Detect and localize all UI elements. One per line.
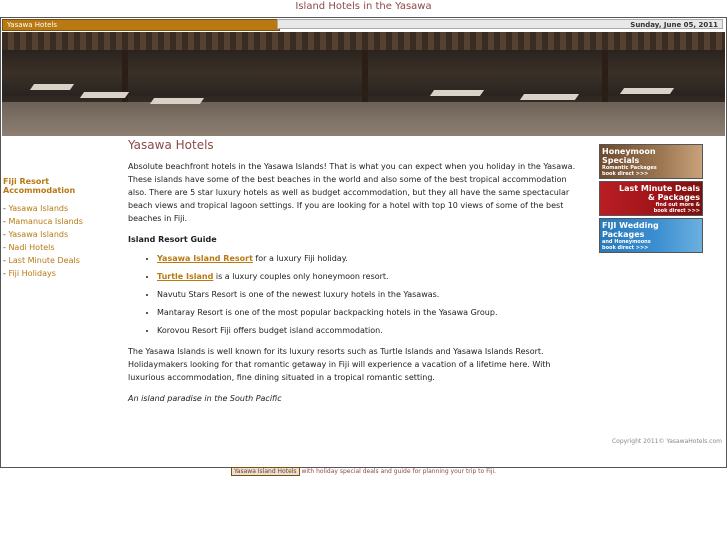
content-heading: Yasawa Hotels [128,138,214,152]
list-item: • Mantaray Resort is one of the most popular backpacking hotels in the Yasawa Group. [157,306,583,319]
page-title: Island Hotels in the Yasawa [295,1,432,12]
second-paragraph: The Yasawa Islands is well known for its luxury resorts such as Turtle Islands and Yasawa Islands Resort. Holidaymakers looking for that romantic getaway in Fiji will experience a vacation of a lifetime here. With luxurious accommodation, fine dining situated in a tropical romantic setting. [128,347,551,382]
header-banner-image [2,32,725,136]
banner-chair [80,92,129,98]
nav-item-last-minute-deals[interactable]: - Last Minute Deals [3,256,80,265]
banner-chair [620,88,674,94]
list-item: • Turtle Island is a luxury couples only honeymoon resort. [157,270,583,283]
guide-title: Island Resort Guide [128,235,217,244]
tagline: An island paradise in the South Pacific [128,394,282,403]
banner-roof [2,32,725,50]
footer-text: with holiday special deals and guide for planning your trip to Fiji. [299,468,497,475]
list-item: • Yasawa Island Resort for a luxury Fiji holiday. [157,252,583,265]
banner-chair [430,90,484,96]
banner-chair [520,94,579,100]
date-display: Sunday, June 05, 2011 [277,19,723,29]
nav-item-fiji-holidays[interactable]: - Fiji Holidays [3,269,56,278]
footer-link[interactable]: Yasawa Island Hotels [231,467,300,476]
nav-heading: Fiji Resort Accommodation [3,177,76,195]
nav-item-nadi-hotels[interactable]: - Nadi Hotels [3,243,55,252]
list-item: • Korovou Resort Fiji offers budget island accommodation. [157,324,583,337]
copyright: Copyright 2011© YasawaHotels.com [611,438,722,445]
banner-pillar [362,50,368,102]
banner-chair [30,84,74,90]
footer [0,468,727,475]
list-item: • Navutu Stars Resort is one of the newest luxury hotels in the Yasawas. [157,288,583,301]
turtle-island-link[interactable]: Turtle Island [157,272,214,281]
left-nav [3,177,121,280]
banner-pool [2,102,725,136]
ad-column [599,144,705,255]
fiji-wedding-packages-ad[interactable]: FIJI Wedding Packages and Honeymoons book direct >>> [599,218,703,253]
nav-item-yasawa-islands-2[interactable]: - Yasawa Islands [3,230,69,239]
main-content [128,139,583,413]
banner-chair [150,98,204,104]
last-minute-deals-ad[interactable]: Last Minute Deals & Packages find out more & book direct >>> [599,181,703,216]
honeymoon-specials-ad[interactable]: Honeymoon Specials Romantic Packages book direct >>> [599,144,703,179]
site-tag: Yasawa Hotels [2,19,280,31]
intro-paragraph: Absolute beachfront hotels in the Yasawa Islands! That is what you can expect when you holiday in the Yasawa. These islands have some of the best beaches in the world and also some of the best tropical accommodation also. There are 5 star luxury hotels as well as budget accommodation, but they all have the same spectacular beach views and tropical lagoon settings. If you are looking for a hotel with top 10 views of some of the best beaches in Fiji. [128,162,576,223]
top-bar [2,19,725,31]
yasawa-island-resort-link[interactable]: Yasawa Island Resort [157,254,253,263]
nav-item-yasawa-islands[interactable]: - Yasawa Islands [3,204,69,213]
banner-pillar [602,50,608,102]
nav-item-mamanuca-islands[interactable]: - Mamanuca Islands [3,217,83,226]
resort-list [128,252,583,337]
